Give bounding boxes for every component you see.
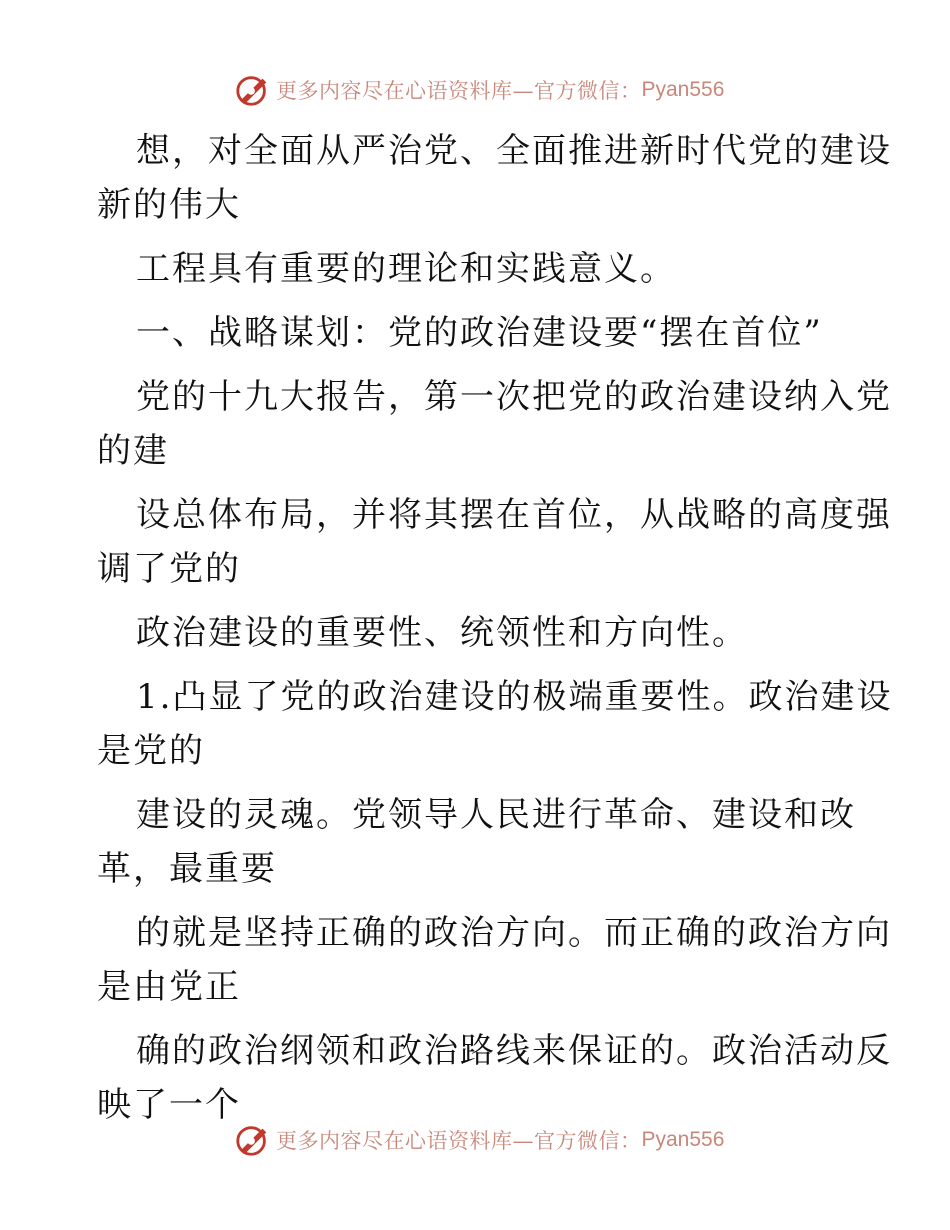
text-line: 是党的 bbox=[97, 731, 205, 771]
section-heading: 一、战略谋划：党的政治建设要“摆在首位” bbox=[136, 313, 823, 353]
header-banner-wechat-id: Pyan556 bbox=[641, 78, 725, 101]
text-line: 调了党的 bbox=[97, 549, 241, 589]
header-banner bbox=[234, 70, 724, 110]
text-line: 工程具有重要的理论和实践意义。 bbox=[136, 249, 676, 289]
text-line: 革，最重要 bbox=[97, 849, 277, 889]
pen-logo-icon bbox=[234, 71, 272, 109]
text-line: 映了一个 bbox=[97, 1085, 241, 1125]
text-line: 的建 bbox=[97, 431, 169, 471]
text-line: 1.凸显了党的政治建设的极端重要性。政治建设 bbox=[136, 677, 893, 717]
header-banner-text: 更多内容尽在心语资料库—官方微信： bbox=[276, 79, 642, 103]
text-line: 建设的灵魂。党领导人民进行革命、建设和改 bbox=[136, 795, 856, 835]
text-line: 确的政治纲领和政治路线来保证的。政治活动反 bbox=[136, 1031, 892, 1071]
pen-logo-icon bbox=[234, 1121, 272, 1159]
footer-banner-text: 更多内容尽在心语资料库—官方微信： bbox=[276, 1129, 642, 1153]
text-line: 的就是坚持正确的政治方向。而正确的政治方向 bbox=[136, 913, 892, 953]
text-line: 新的伟大 bbox=[97, 185, 241, 225]
footer-banner-wechat-id: Pyan556 bbox=[641, 1128, 725, 1151]
text-line: 党的十九大报告，第一次把党的政治建设纳入党 bbox=[136, 377, 892, 417]
text-line: 是由党正 bbox=[97, 967, 241, 1007]
footer-banner bbox=[234, 1120, 724, 1160]
text-line: 设总体布局，并将其摆在首位，从战略的高度强 bbox=[136, 495, 892, 535]
text-line: 想，对全面从严治党、全面推进新时代党的建设 bbox=[136, 131, 892, 171]
text-line: 政治建设的重要性、统领性和方向性。 bbox=[136, 613, 748, 653]
document-body bbox=[97, 124, 893, 1132]
